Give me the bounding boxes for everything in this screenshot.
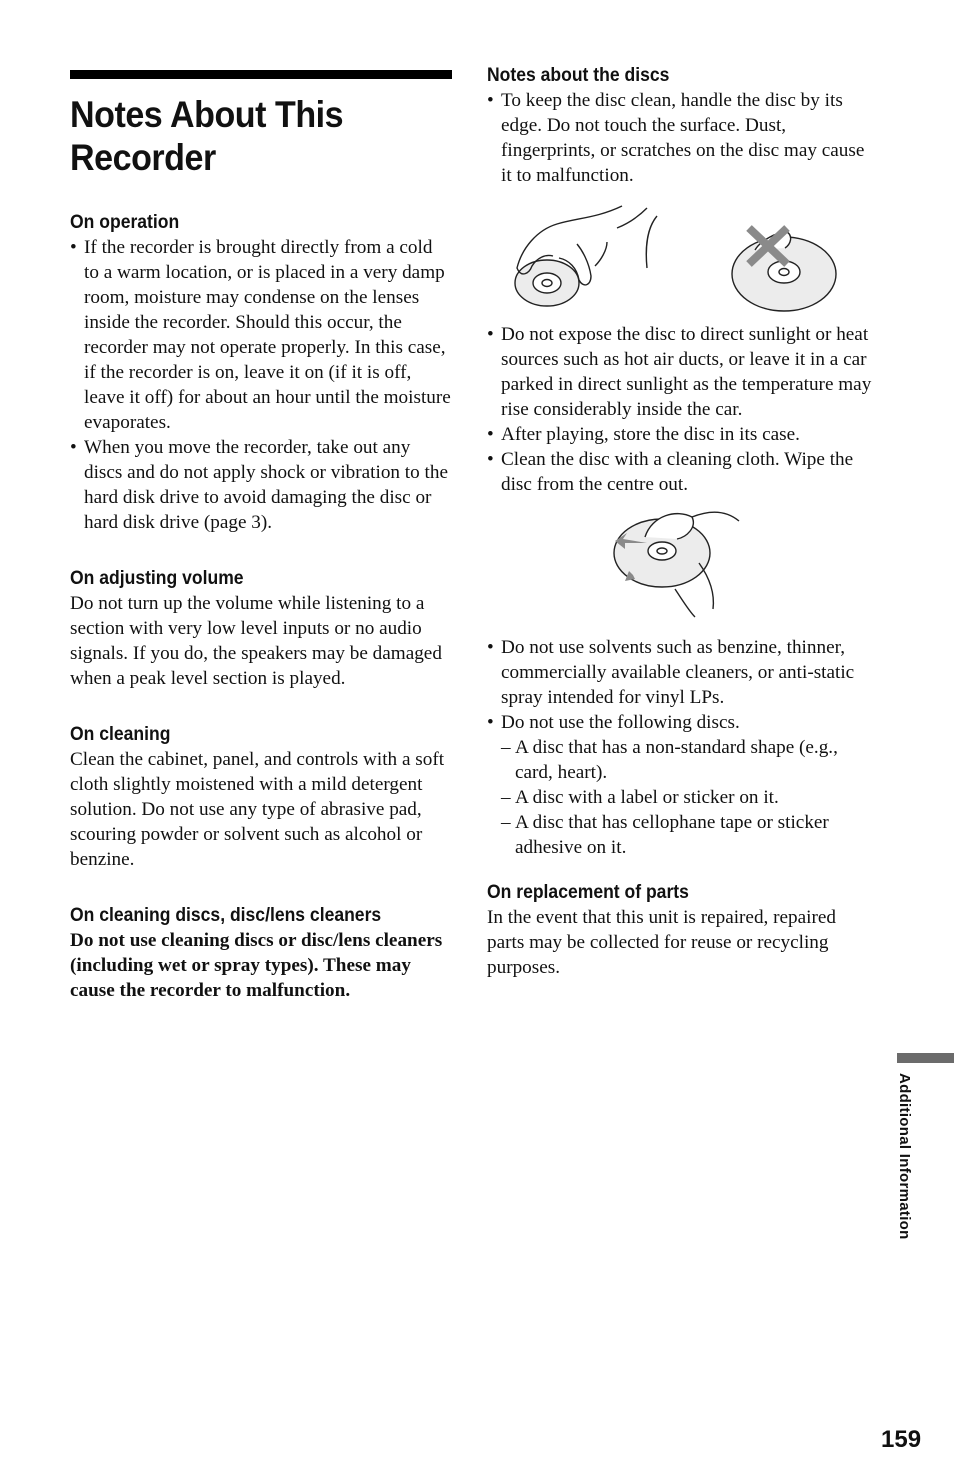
list-item: – A disc with a label or sticker on it. bbox=[487, 785, 872, 810]
section-replacement bbox=[487, 879, 872, 980]
list-item: • Do not use the following discs. bbox=[487, 710, 872, 735]
list-item: • To keep the disc clean, handle the disc by its edge. Do not touch the surface. Dust, fingerprints, or scratches on the disc may cause it to malfunction. bbox=[487, 88, 872, 188]
section-volume bbox=[70, 565, 452, 691]
list-item: • Clean the disc with a cleaning cloth. Wipe the disc from the centre out. bbox=[487, 447, 872, 497]
volume-text: Do not turn up the volume while listening to a section with very low level inputs or no audio signals. If you do, the speakers may be damaged when a peak level section is played. bbox=[70, 593, 442, 689]
heading-replacement-parts: On replacement of parts bbox=[487, 881, 689, 903]
disc-handling-illustration bbox=[487, 188, 872, 313]
heading-on-cleaning: On cleaning bbox=[70, 723, 171, 745]
disc-cleaning-illustration bbox=[487, 497, 872, 627]
list-item: • When you move the recorder, take out any discs and do not apply shock or vibration to the hard disk drive to avoid damaging the disc or hard disk drive (page 3). bbox=[70, 435, 452, 535]
incorrect-handling-icon bbox=[732, 228, 836, 311]
list-item: • Do not expose the disc to direct sunlight or heat sources such as hot air ducts, or leave it in a car parked in direct sunlight as the temperature may rise considerably inside the car. bbox=[487, 322, 872, 422]
heading-notes-about-discs: Notes about the discs bbox=[487, 64, 670, 86]
right-column bbox=[487, 62, 872, 980]
operation-list bbox=[70, 235, 452, 535]
heading-disc-lens-cleaners: On cleaning discs, disc/lens cleaners bbox=[70, 904, 382, 926]
list-item: • If the recorder is brought directly from a cold to a warm location, or is placed in a very damp room, moisture may condense on the lenses inside the recorder. Should this occur, the recorder may not operate properly. In this case, if the recorder is on, leave it on (if it is off, leave it off) for about an hour until the moisture evaporates. bbox=[70, 235, 452, 435]
disc-cleaning-icon bbox=[614, 512, 739, 617]
heading-adjusting-volume: On adjusting volume bbox=[70, 567, 244, 589]
left-column bbox=[70, 70, 452, 1003]
replacement-text: In the event that this unit is repaired, repaired parts may be collected for reuse or recycling purposes. bbox=[487, 907, 836, 978]
list-item: – A disc that has cellophane tape or sticker adhesive on it. bbox=[487, 810, 872, 860]
discs-list-2 bbox=[487, 322, 872, 497]
heading-on-operation: On operation bbox=[70, 211, 180, 233]
list-item: – A disc that has a non-standard shape (e.g., card, heart). bbox=[487, 735, 872, 785]
side-tab-label: Additional Information bbox=[896, 1073, 913, 1240]
list-item: • After playing, store the disc in its case. bbox=[487, 422, 872, 447]
side-tab-bar bbox=[897, 1053, 954, 1063]
hand-holding-disc-icon bbox=[515, 206, 657, 306]
title-rule bbox=[70, 70, 452, 79]
section-cleaners bbox=[70, 902, 452, 1003]
cleaners-warning: Do not use cleaning discs or disc/lens cleaners (including wet or spray types). These may cause the recorder to malfunction. bbox=[70, 930, 443, 1001]
page-number: 159 bbox=[881, 1426, 922, 1453]
page-title: Notes About This Recorder bbox=[70, 94, 344, 178]
discs-list-3 bbox=[487, 635, 872, 860]
list-item: • Do not use solvents such as benzine, thinner, commercially available cleaners, or anti-static spray intended for vinyl LPs. bbox=[487, 635, 872, 710]
cleaning-text: Clean the cabinet, panel, and controls with a soft cloth slightly moistened with a mild detergent solution. Do not use any type of abrasive pad, scouring powder or solvent such as alcohol or benzine. bbox=[70, 749, 445, 870]
section-cleaning bbox=[70, 721, 452, 872]
discs-list-1 bbox=[487, 88, 872, 188]
